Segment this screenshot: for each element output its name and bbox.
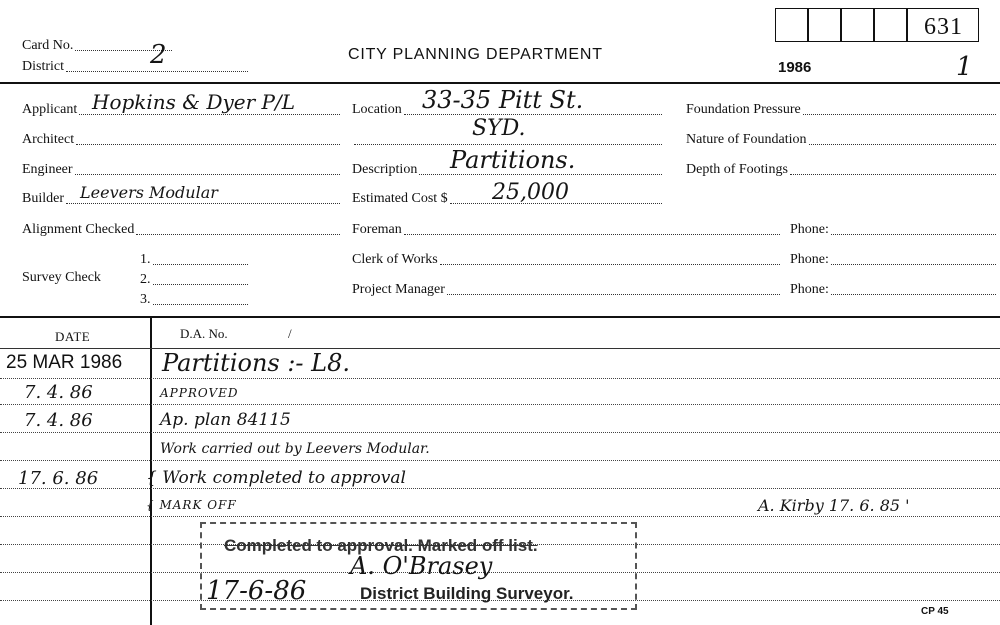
engineer-field [22,160,342,178]
department-title: CITY PLANNING DEPARTMENT [348,46,603,63]
file-number: 631 [924,14,963,40]
form-code: CP 45 [921,606,949,617]
nature-foundation-field [686,130,998,148]
builder-label: Builder [22,191,64,206]
card-no-label: Card No. [22,38,74,53]
log-row-line [0,488,1000,489]
log-date: 7. 4. 86 [24,382,93,403]
da-no-value: / [288,326,292,341]
builder-value: Leevers Modular [80,183,218,202]
date-column-header: DATE [55,329,91,344]
project-manager-label: Project Manager [352,282,445,297]
card-no-value: 2 [150,40,167,70]
log-text: Work carried out by Leevers Modular. [160,441,430,457]
log-row-line [0,460,1000,461]
file-box-cell [841,8,874,42]
survey-check-label: Survey Check [22,270,101,285]
depth-footings-label: Depth of Footings [686,162,788,177]
log-row-line [0,378,1000,379]
location-value-2: SYD. [472,116,526,141]
nature-foundation-label: Nature of Foundation [686,132,807,147]
foreman-field [352,220,782,238]
applicant-label: Applicant [22,102,78,117]
project-manager-field [352,280,782,298]
file-box-cell [775,8,808,42]
depth-footings-field [686,160,998,178]
completion-stamp [200,522,637,610]
log-date: 7. 4. 86 [24,410,93,431]
da-no-header: D.A. No. [180,326,228,341]
foundation-pressure-field [686,100,998,118]
phone-field [790,220,998,238]
year-label: 1986 [778,59,812,76]
engineer-label: Engineer [22,162,73,177]
survey-item: 3. [140,290,250,308]
sheet-mark: 1 [956,52,973,82]
signoff-note: A. Kirby 17. 6. 85 ' [758,496,910,515]
log-text: APPROVED [160,386,239,400]
phone-label: Phone: [790,252,829,267]
architect-field [22,130,342,148]
estimated-cost-label: Estimated Cost $ [352,191,448,206]
description-label: Description [352,162,418,177]
stamp-signature: A. O'Brasey [350,552,493,580]
architect-label: Architect [22,132,75,147]
stamp-line1: Completed to approval. Marked off list. [224,536,538,555]
alignment-label: Alignment Checked [22,222,135,237]
header-divider [0,82,1000,84]
phone-field [790,280,998,298]
alignment-field [22,220,342,238]
log-text: { Work completed to approval [146,468,406,488]
file-box-cell [874,8,907,42]
log-row-line [0,404,1000,405]
log-row-line [0,516,1000,517]
log-text: { MARK OFF [146,498,237,512]
clerk-of-works-label: Clerk of Works [352,252,438,267]
log-date: 25 MAR 1986 [6,352,123,373]
location-value: 33-35 Pitt St. [422,86,584,114]
location-label: Location [352,102,402,117]
phone-label: Phone: [790,282,829,297]
file-box-cell [808,8,841,42]
district-label: District [22,59,64,74]
estimated-cost-value: 25,000 [492,180,569,205]
foundation-pressure-label: Foundation Pressure [686,102,801,117]
district-field [22,57,250,75]
applicant-value: Hopkins & Dyer P/L [92,90,296,114]
stamp-title: District Building Surveyor. [360,584,574,603]
log-text: Partitions :- L8. [162,349,351,377]
phone-field [790,250,998,268]
log-text: Ap. plan 84115 [160,410,291,430]
log-header-rule [0,348,1000,349]
log-date: 17. 6. 86 [18,468,99,489]
stamp-date: 17-6-86 [206,576,307,606]
survey-item: 2. [140,270,250,288]
foreman-label: Foreman [352,222,402,237]
clerk-of-works-field [352,250,782,268]
description-value: Partitions. [450,146,576,174]
survey-item: 1. [140,250,250,268]
log-row-line [0,432,1000,433]
phone-label: Phone: [790,222,829,237]
